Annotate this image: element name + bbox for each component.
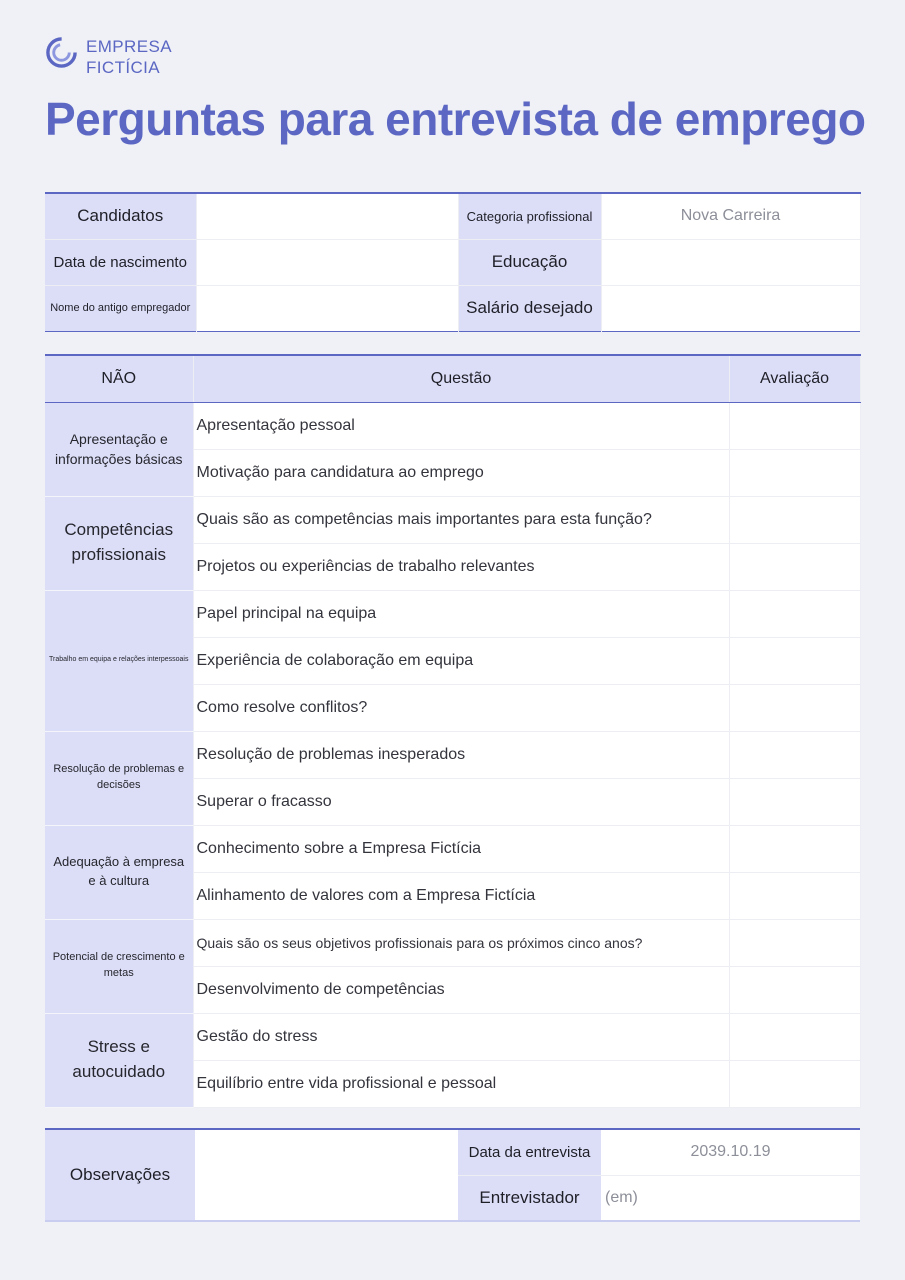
rating-field[interactable] xyxy=(729,872,860,919)
question-cell: Como resolve conflitos? xyxy=(193,684,729,731)
category-cell: Adequação à empresa e à cultura xyxy=(45,825,193,919)
brand-name: EMPRESA FICTÍCIA xyxy=(86,37,171,77)
question-cell: Alinhamento de valores com a Empresa Fictícia xyxy=(193,872,729,919)
candidate-info-table xyxy=(45,192,861,332)
page-title: Perguntas para entrevista de emprego xyxy=(45,93,866,145)
question-cell: Equilíbrio entre vida profissional e pessoal xyxy=(193,1060,729,1107)
rating-field[interactable] xyxy=(729,1013,860,1060)
rating-field[interactable] xyxy=(729,496,860,543)
rating-field[interactable] xyxy=(729,402,860,449)
category-cell: Potencial de crescimento e metas xyxy=(45,919,193,1013)
interviewer-label: Entrevistador xyxy=(458,1175,601,1221)
rating-field[interactable] xyxy=(729,684,860,731)
header-no: NÃO xyxy=(45,355,193,402)
question-cell: Desenvolvimento de competências xyxy=(193,966,729,1013)
brand-logo xyxy=(45,36,236,78)
notes-field[interactable] xyxy=(195,1129,458,1221)
candidates-field[interactable] xyxy=(196,193,458,239)
header-rating: Avaliação xyxy=(729,355,860,402)
birth-date-label: Data de nascimento xyxy=(45,239,196,285)
rating-field[interactable] xyxy=(729,731,860,778)
questions-table xyxy=(45,354,861,1108)
desired-salary-field[interactable] xyxy=(601,285,860,331)
desired-salary-label: Salário desejado xyxy=(458,285,601,331)
rating-field[interactable] xyxy=(729,543,860,590)
category-cell: Resolução de problemas e decisões xyxy=(45,731,193,825)
candidates-label: Candidatos xyxy=(45,193,196,239)
previous-employer-field[interactable] xyxy=(196,285,458,331)
question-cell: Projetos ou experiências de trabalho relevantes xyxy=(193,543,729,590)
category-field[interactable]: Nova Carreira xyxy=(601,193,860,239)
rating-field[interactable] xyxy=(729,966,860,1013)
education-field[interactable] xyxy=(601,239,860,285)
interview-date-label: Data da entrevista xyxy=(458,1129,601,1175)
question-cell: Conhecimento sobre a Empresa Fictícia xyxy=(193,825,729,872)
interview-footer-table xyxy=(45,1128,860,1222)
question-cell: Quais são os seus objetivos profissionais para os próximos cinco anos? xyxy=(193,919,729,966)
interviewer-field[interactable]: (em) xyxy=(601,1175,860,1221)
header-question: Questão xyxy=(193,355,729,402)
education-label: Educação xyxy=(458,239,601,285)
rating-field[interactable] xyxy=(729,1060,860,1107)
notes-label: Observações xyxy=(45,1129,195,1221)
logo-ring-icon xyxy=(45,36,78,69)
interview-date-field[interactable]: 2039.10.19 xyxy=(601,1129,860,1175)
question-cell: Apresentação pessoal xyxy=(193,402,729,449)
category-cell: Apresentação e informações básicas xyxy=(45,402,193,496)
question-cell: Papel principal na equipa xyxy=(193,590,729,637)
category-cell: Trabalho em equipa e relações interpessoais xyxy=(45,590,193,731)
rating-field[interactable] xyxy=(729,449,860,496)
question-cell: Motivação para candidatura ao emprego xyxy=(193,449,729,496)
category-label: Categoria profissional xyxy=(458,193,601,239)
question-cell: Gestão do stress xyxy=(193,1013,729,1060)
birth-date-field[interactable] xyxy=(196,239,458,285)
rating-field[interactable] xyxy=(729,919,860,966)
rating-field[interactable] xyxy=(729,825,860,872)
category-cell: Stress e autocuidado xyxy=(45,1013,193,1107)
rating-field[interactable] xyxy=(729,778,860,825)
question-cell: Quais são as competências mais importantes para esta função? xyxy=(193,496,729,543)
question-cell: Experiência de colaboração em equipa xyxy=(193,637,729,684)
question-cell: Superar o fracasso xyxy=(193,778,729,825)
rating-field[interactable] xyxy=(729,590,860,637)
category-cell: Competências profissionais xyxy=(45,496,193,590)
question-cell: Resolução de problemas inesperados xyxy=(193,731,729,778)
previous-employer-label: Nome do antigo empregador xyxy=(45,285,196,331)
rating-field[interactable] xyxy=(729,637,860,684)
